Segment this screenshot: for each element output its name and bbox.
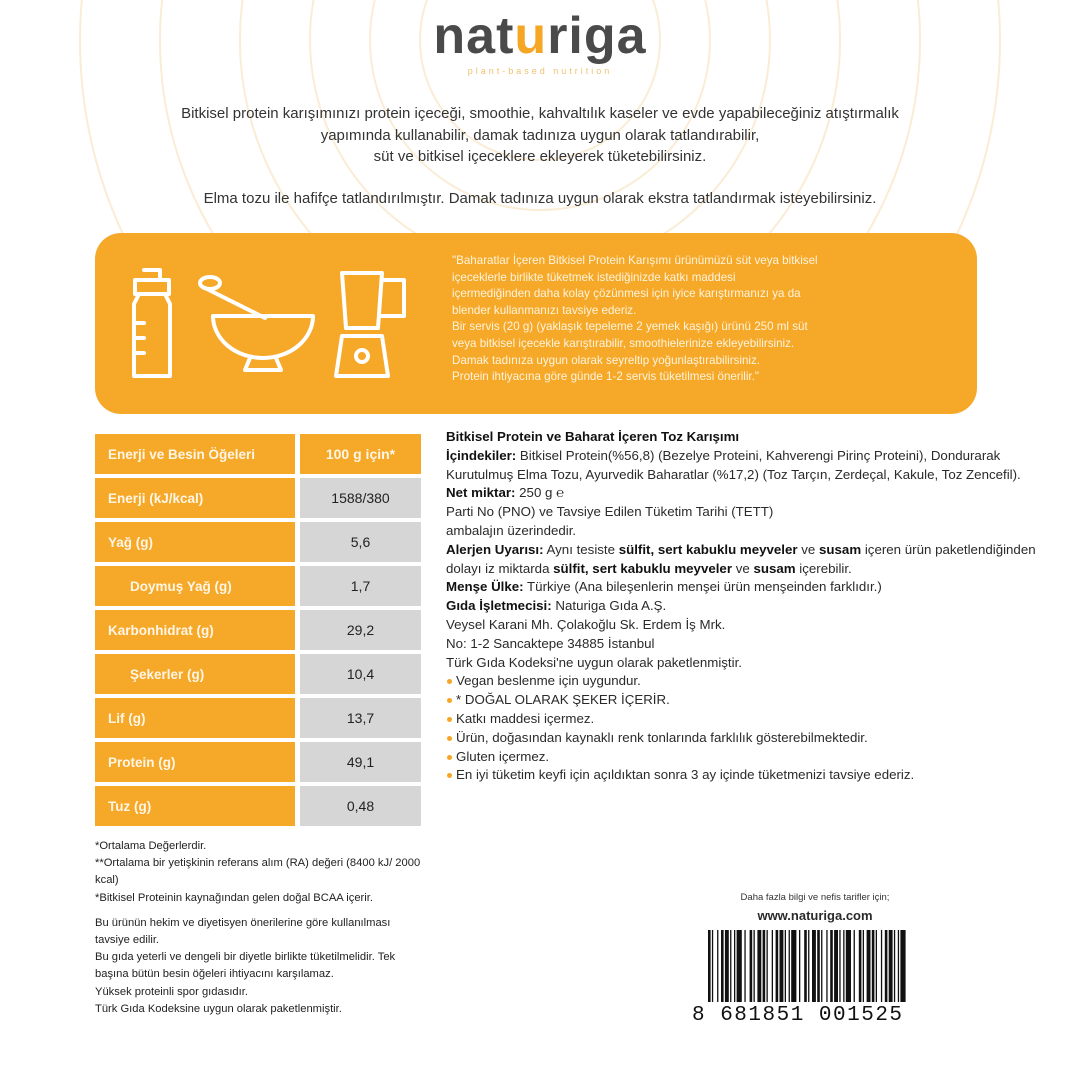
table-row: Tuz (g) 0,48	[95, 786, 421, 826]
barcode-bar	[799, 930, 800, 1002]
barcode-bar	[867, 930, 871, 1002]
barcode-bar	[889, 930, 893, 1002]
table-header: Enerji ve Besin Öğeleri 100 g için*	[95, 434, 421, 474]
blender-icon	[336, 273, 404, 376]
barcode-bar	[812, 930, 816, 1002]
logo-wordmark: naturiga	[433, 7, 647, 65]
barcode-bar	[894, 930, 895, 1002]
barcode-bar	[730, 930, 731, 1002]
footnotes: *Ortalama Değerlerdir. **Ortalama bir yetişkinin referans alım (RA) değeri (8400 kJ/ 2000 kcal) *Bitkisel Proteinin kaynağından gelen doğal BCAA içerir. Bu ürünün hekim ve diyetisyen önerilerine göre kullanılması tavsiye edilir. Bu gıda yeterli ve dengeli bir diyetle birlikte tüketilmelidir. Tek başına bütün besin öğeleri ihtiyacını karşılamaz. Yüksek proteinli spor gıdasıdır. Türk Gıda Kodeksine uygun olarak paketlenmiştir.	[95, 840, 421, 1015]
barcode-bar	[750, 930, 753, 1002]
list-item: Ürün, doğasından kaynaklı renk tonlarında farklılık gösterebilmektedir.	[446, 729, 1046, 748]
barcode-bar	[785, 930, 786, 1002]
sweetness-note: Elma tozu ile hafifçe tatlandırılmıştır. Damak tadınıza uygun olarak ekstra tatlandırmak isteyebilirsiniz.	[203, 190, 877, 207]
barcode-bar	[817, 930, 820, 1002]
table-row: Doymuş Yağ (g) 1,7	[95, 566, 421, 606]
barcode-bar	[881, 930, 882, 1002]
table-row: Şekerler (g) 10,4	[95, 654, 421, 694]
more-info-text: Daha fazla bilgi ve nefis tarifler için;	[740, 892, 890, 903]
barcode-bar	[763, 930, 766, 1002]
table-row: Karbonhidrat (g) 29,2	[95, 610, 421, 650]
website-link[interactable]: www.naturiga.com	[757, 908, 873, 923]
product-info	[446, 428, 1046, 785]
barcode-bar	[885, 930, 888, 1002]
logo-tagline: plant-based nutrition	[467, 66, 613, 76]
barcode-bar	[854, 930, 855, 1002]
allergen-warning: Alerjen Uyarısı: Aynı tesiste sülfit, sert kabuklu meyveler ve susam içeren ürün paketlendiğinden dolayı iz miktarda sülfit, sert kabuklu meyveler ve susam içerebilir.	[446, 541, 1036, 576]
barcode-bar	[744, 930, 745, 1002]
table-row: Enerji (kJ/kcal) 1588/380	[95, 478, 421, 518]
barcode-bar	[839, 930, 840, 1002]
table-row: Yağ (g) 5,6	[95, 522, 421, 562]
barcode-bar	[737, 930, 742, 1002]
barcode-bar	[712, 930, 713, 1002]
barcode-bar	[872, 930, 875, 1002]
barcode-bar	[780, 930, 784, 1002]
barcode-bar	[717, 930, 718, 1002]
barcode-bar	[772, 930, 773, 1002]
barcode	[708, 930, 908, 1002]
list-item: Vegan beslenme için uygundur.	[446, 672, 1046, 691]
shaker-icon	[134, 270, 170, 376]
intro-line: süt ve bitkisel içeceklere ekleyerek tüketebilirsiniz.	[373, 148, 707, 165]
net-quantity: Net miktar: 250 g ℮	[446, 485, 565, 501]
list-item: En iyi tüketim keyfi için açıldıktan sonra 3 ay içinde tüketmenizi tavsiye ederiz.	[446, 766, 966, 785]
barcode-bar	[834, 930, 838, 1002]
barcode-bar	[876, 930, 877, 1002]
product-title: Bitkisel Protein ve Baharat İçeren Toz Karışımı	[446, 429, 740, 444]
barcode-bar	[791, 930, 796, 1002]
barcode-bar	[898, 930, 899, 1002]
batch-info: Parti No (PNO) ve Tavsiye Edilen Tüketim Tarihi (TETT) ambalajın üzerindedir.	[446, 504, 774, 538]
barcode-bar	[789, 930, 790, 1002]
barcode-bar	[846, 930, 851, 1002]
barcode-bar	[757, 930, 761, 1002]
list-item: * DOĞAL OLARAK ŞEKER İÇERİR.	[446, 691, 1046, 710]
barcode-bar	[708, 930, 711, 1002]
operator: Gıda İşletmecisi: Naturiga Gıda A.Ş.	[446, 598, 667, 614]
intro-line: yapımında kullanabilir, damak tadınıza uygun olarak tatlandırabilir,	[320, 126, 760, 144]
barcode-bar	[900, 930, 905, 1002]
address-line: Veysel Karani Mh. Çolakoğlu Sk. Erdem İş Mrk.	[446, 616, 726, 632]
table-row: Lif (g) 13,7	[95, 698, 421, 738]
barcode-bar	[826, 930, 827, 1002]
intro-line: Bitkisel protein karışımınızı protein içeceği, smoothie, kahvaltılık kaseler ve evde yapabileceğiniz atıştırmalık	[181, 105, 899, 122]
list-item: Gluten içermez.	[446, 748, 1046, 767]
address-line: No: 1-2 Sancaktepe 34885 İstanbul	[446, 635, 655, 651]
barcode-bar	[804, 930, 807, 1002]
barcode-bar	[808, 930, 809, 1002]
codex-note: Türk Gıda Kodeksi'ne uygun olarak paketlenmiştir.	[446, 654, 742, 670]
barcode-number: 8 681851 001525	[692, 1004, 904, 1027]
origin: Menşe Ülke: Türkiye (Ana bileşenlerin menşei ürün menşeinden farklıdır.)	[446, 579, 882, 595]
table-row: Protein (g) 49,1	[95, 742, 421, 782]
preparation-text: "Baharatlar İçeren Bitkisel Protein Karışımı ürünümüzü süt veya bitkisel içeceklerle birlikte tüketmek istediğinizde katkı maddesi içermediğinden daha kolay çözünmesi için iyice karıştırmanızı ya da blender kullanmanızı tavsiye ederiz. Bir servis (20 g) (yaklaşık tepeleme 2 yemek kaşığı) ürünü 250 ml süt veya bitkisel içecekle karıştırabilir, smoothielerinize ekleyebilirsiniz. Damak tadınıza uygun olarak seyreltip yoğunlaştırabilirsiniz. Protein ihtiyacına göre günde 1-2 servis tüketilmesi önerilir."	[452, 254, 818, 384]
barcode-bar	[830, 930, 833, 1002]
barcode-bar	[843, 930, 844, 1002]
usage-intro	[60, 103, 1020, 168]
bowl-icon	[200, 277, 313, 370]
barcode-bar	[821, 930, 822, 1002]
list-item: Katkı maddesi içermez.	[446, 710, 1046, 729]
nutrition-table	[95, 434, 421, 830]
ingredients: İçindekiler: Bitkisel Protein(%56,8) (Bezelye Proteini, Kahverengi Pirinç Proteini), Dondurarak Kurutulmuş Elma Tozu, Ayurvedik Baharatlar (%17,2) (Toz Tarçın, Zerdeçal, Kakule, Toz Zencefil).	[446, 447, 1021, 482]
barcode-bar	[725, 930, 729, 1002]
preparation-banner	[95, 233, 977, 414]
barcode-bar	[767, 930, 768, 1002]
barcode-bar	[776, 930, 779, 1002]
barcode-bar	[863, 930, 864, 1002]
barcode-bar	[754, 930, 755, 1002]
brand-logo	[0, 8, 1080, 77]
barcode-bar	[734, 930, 735, 1002]
barcode-bar	[721, 930, 724, 1002]
barcode-bar	[859, 930, 862, 1002]
